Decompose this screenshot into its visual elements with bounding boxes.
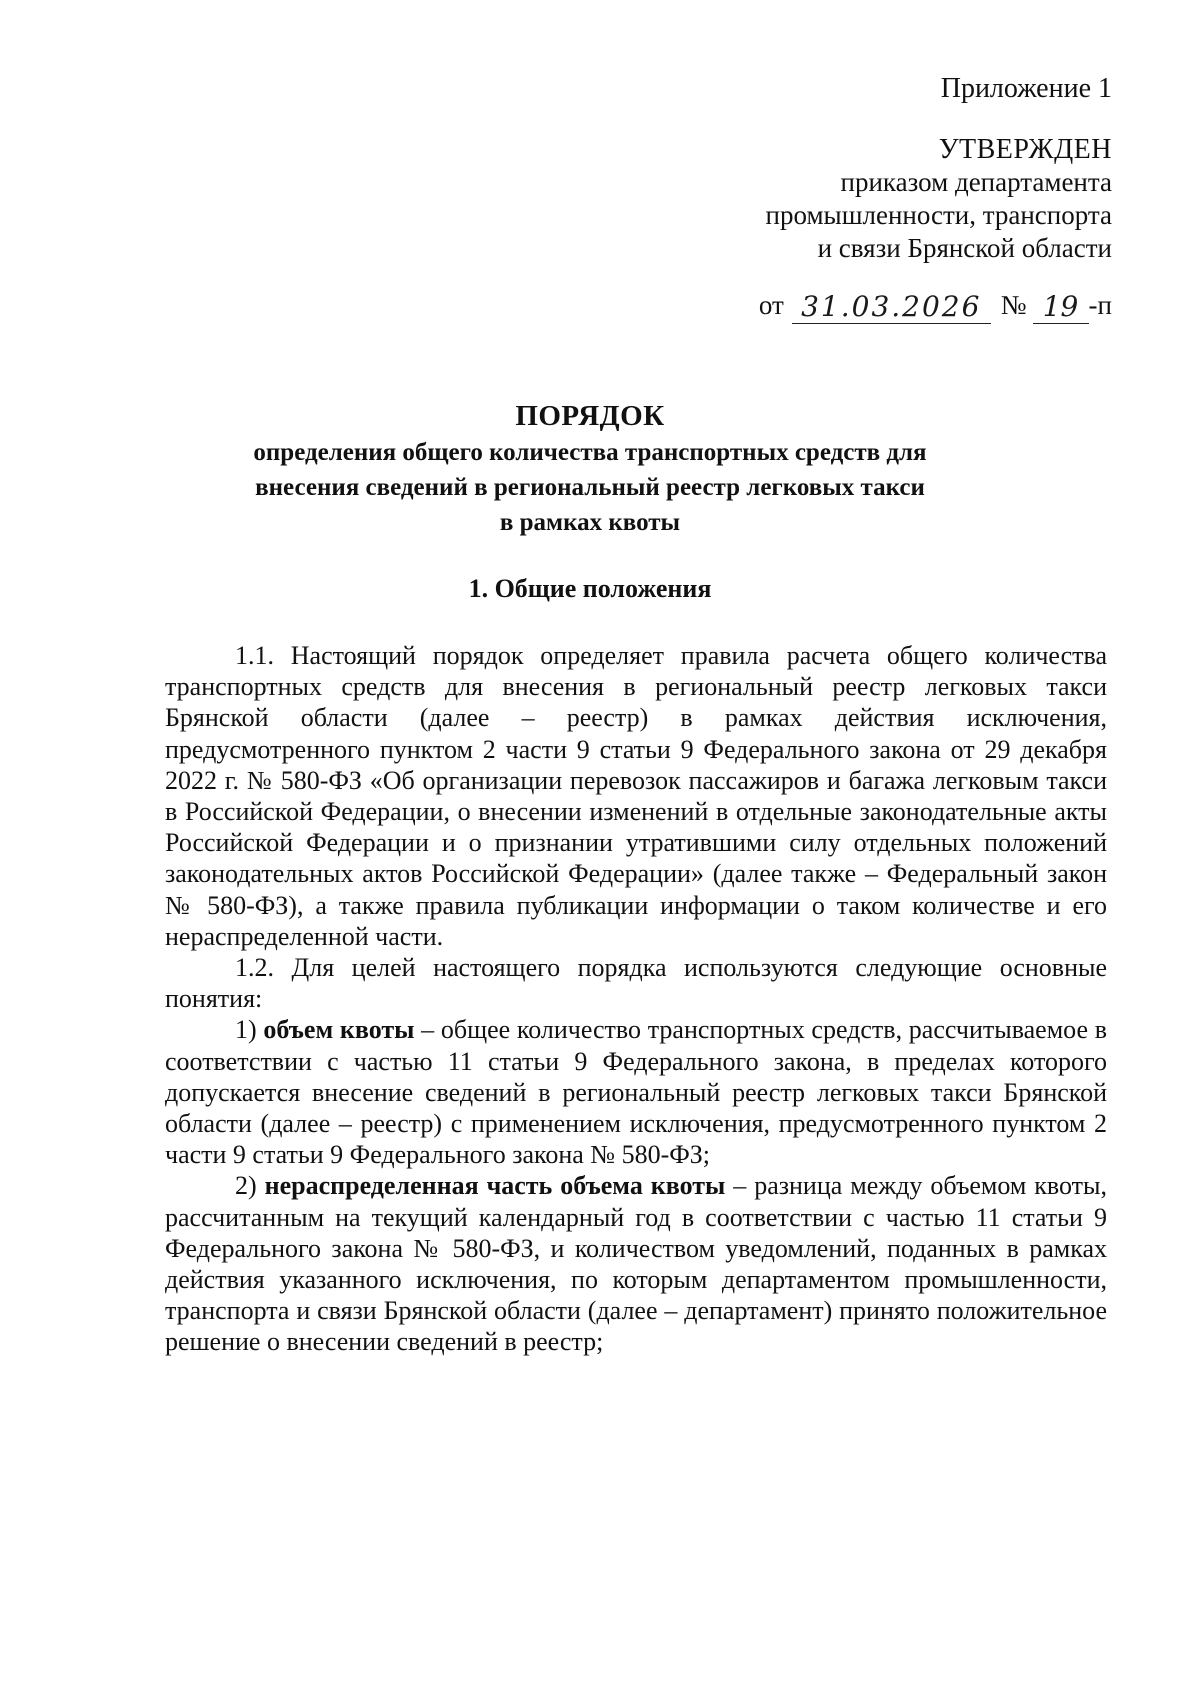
- definition-2-number: 2): [235, 1171, 257, 1201]
- approved-by-line-1: приказом департамента: [840, 167, 1112, 197]
- definition-1: [165, 1014, 1107, 1170]
- order-suffix: -п: [1088, 290, 1112, 320]
- section-body: [165, 640, 1107, 1358]
- document-subtitle-line-1: определения общего количества транспортных средств для: [253, 439, 927, 466]
- approved-by-line-2: промышленности, транспорта: [765, 200, 1112, 230]
- document-title-block: [140, 398, 1040, 539]
- order-date-handwritten: 31.03.2026: [792, 291, 991, 324]
- definition-1-text: – общее количество транспортных средств, рассчитываемое в соответствии с частью 11 статьи 9 Федерального закона, в пределах которого допускается внесение сведений в региональный реестр легковых такси Брянской области (далее – реестр) с применением исключения, предусмотренного пунктом 2 части 9 статьи 9 Федерального закона № 580-ФЗ;: [165, 1015, 1108, 1170]
- paragraph-1-1: 1.1. Настоящий порядок определяет правила расчета общего количества транспортных средств для внесения в региональный реестр легковых такси Брянской области (далее – реестр) в рамках действия исключения, предусмотренного пунктом 2 части 9 статьи 9 Федерального закона от 29 декабря 2022 г. № 580-ФЗ «Об организации перевозок пассажиров и багажа легковым такси в Российской Федерации, о внесении изменений в отдельные законодательные акты Российской Федерации и о признании утратившими силу отдельных положений законодательных актов Российской Федерации» (далее также – Федеральный закон № 580-ФЗ), а также правила публикации информации о таком количестве и его нераспределенной части.: [165, 641, 1107, 951]
- paragraph-1-2: 1.2. Для целей настоящего порядка используются следующие основные понятия:: [165, 953, 1107, 1014]
- approved-by-line-3: и связи Брянской области: [817, 233, 1112, 263]
- definition-1-term: объем квоты: [263, 1015, 415, 1045]
- appendix-label: Приложение 1: [940, 73, 1112, 104]
- approval-block: [759, 72, 1112, 324]
- order-number-handwritten: 19: [1033, 291, 1089, 324]
- order-from-label: от: [758, 290, 784, 320]
- section-heading-general: 1. Общие положения: [468, 574, 712, 603]
- definition-2: [165, 1170, 1107, 1357]
- approved-label: УТВЕРЖДЕН: [938, 134, 1112, 165]
- definition-1-number: 1): [235, 1015, 257, 1045]
- definition-2-text: – разница между объемом квоты, рассчитанным на текущий календарный год в соответствии с частью 11 статьи 9 Федерального закона № 580-ФЗ, и количеством уведомлений, поданных в рамках действия указанного исключения, по которым департаментом промышленности, транспорта и связи Брянской области (далее – департамент) принято положительное решение о внесении сведений в реестр;: [165, 1171, 1107, 1357]
- document-title: ПОРЯДОК: [515, 400, 665, 432]
- document-subtitle-line-3: в рамках квоты: [499, 509, 681, 536]
- order-number-label: №: [1000, 290, 1027, 320]
- document-subtitle-line-2: внесения сведений в региональный реестр легковых такси: [255, 474, 925, 501]
- definition-2-term: нераспределенная часть объема квоты: [264, 1171, 726, 1201]
- order-reference: [759, 289, 1112, 324]
